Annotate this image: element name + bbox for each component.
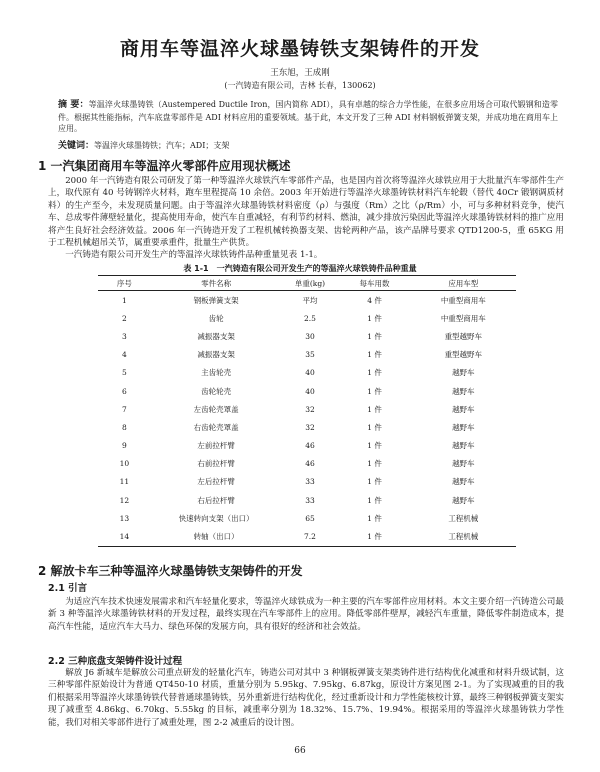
table-cell: 65 [305, 513, 315, 523]
table-cell: 7.2 [282, 527, 339, 546]
table-row [98, 418, 516, 436]
table-cell: 中重型商用车 [440, 295, 486, 305]
casting-table [98, 275, 516, 547]
abstract-label: 摘 要： [58, 100, 89, 110]
table-cell: 重型越野车 [444, 350, 483, 360]
table-cell: 1 件 [367, 477, 382, 487]
table-cell: 32 [305, 404, 315, 414]
table-cell: 33 [305, 495, 315, 505]
section-2-heading: 2 解放卡车三种等温淬火球墨铸铁支架铸件的开发 [38, 564, 303, 578]
table-cell: 3 [122, 331, 127, 341]
table-header-row [98, 276, 516, 291]
table-cell: 1 [122, 295, 127, 305]
table-cell: 46 [305, 459, 315, 469]
table-cell: 1 件 [338, 527, 410, 546]
table-cell: 快速转向支架（出口） [178, 513, 254, 523]
section-1-paragraph-2: 一汽铸造有限公司开发生产的等温淬火球铁铸件品种重量见表 1-1。 [65, 250, 323, 260]
table-row [98, 491, 516, 509]
keywords-label: 关键词： [58, 141, 95, 151]
table-cell: 5 [122, 368, 127, 378]
abstract [58, 99, 558, 135]
keywords-text: 等温淬火球墨铸铁；汽车；ADI；支架 [94, 141, 230, 150]
section-2-1-paragraph: 为适应汽车技术快速发展需求和汽车轻量化要求，等温淬火球铁成为一种主要的汽车零部件应用材料。本文主要介绍一汽铸造公司最新 3 种等温淬火球墨铸铁材料的开发过程，最终实现在汽车零部件上的应用。降低零部件壁厚，减轻汽车重量，降低零件制造成本，提高汽车性能，适应汽车大马力、绿色环保的发展方向，具有很好的经济和社会效益。 [48, 597, 564, 632]
table-cell: 转轴（出口） [151, 527, 282, 546]
table-cell: 工程机械 [448, 513, 479, 523]
table-header: 零件名称 [151, 276, 282, 291]
table-cell: 工程机械 [411, 527, 516, 546]
table-cell: 8 [122, 422, 127, 432]
table-cell: 1 件 [367, 331, 382, 341]
section-2-2-heading: 2.2 三种底盘支架铸件设计过程 [48, 656, 183, 667]
table-cell: 1 件 [367, 513, 382, 523]
affiliation: (一汽铸造有限公司，吉林 长春，130062) [224, 81, 376, 90]
table-row [98, 346, 516, 364]
table-header: 序号 [98, 276, 151, 291]
table-cell: 33 [305, 477, 315, 487]
table-cell: 30 [305, 331, 315, 341]
section-2-1-heading: 2.1 引言 [48, 583, 88, 594]
table-cell: 2 [122, 313, 127, 323]
section-1-paragraph-1: 2000 年一汽铸造有限公司研发了第一种等温淬火球铁汽车零部件产品，也是国内首次将等温淬火球铁应用于大批量汽车零部件生产上，取代原有 40 号铸钢淬火材料，跑车里程提高 10 余倍。2003 年开始进行等温淬火球墨铸铁材料汽车轮毂（替代 40Cr 锻钢调质材料）的生产至今，未发现质量问题。由于等温淬火球墨铸铁材料密度（ρ）与强度（Rm）之比（ρ/Rm）小，可与多种材料竞争，使汽车、总成零件薄壁轻量化，提高使用寿命，使汽车自重减轻，有利节约材料、燃油，减少排放污染因此等温淬火球墨铸铁材料的推广应用将产生良好社会经济效益。2006 年一汽铸造开发了工程机械转换器支架、齿轮两种产品，该产品牌号要求 QTD1200-5，重 65KG 用于工程机械超吊关节，属重要承重件，批量生产供货。 [48, 176, 564, 249]
table-cell: 右后拉杆臂 [197, 495, 235, 505]
table-cell: 32 [305, 422, 315, 432]
table-cell: 10 [119, 459, 130, 469]
section-2-2-paragraph: 解放 J6 新城车是解放公司重点研发的轻量化汽车，铸造公司对其中 3 种钢板弹簧支架类铸件进行结构优化减重和材料升级试制，这三种零部件原始设计为普通 QT450-10 材质，重量分别为 5.95kg、7.95kg、6.87kg，原设计方案见图 2-1。为了实现减重的目的我们根据采用等温淬火球墨铸铁代替普通球墨铸铁，另外重新进行结构优化，经过重新设计和力学性能核校计算，最终三种钢板弹簧支架实现了减重至 4.86kg、6.70kg、5.55kg 的目标，减重率分别为 18.32%、15.7%、19.94%。根据采用的等温淬火球墨铸铁力学性能，我们对相关零部件进行了减重处理，图 2-2 减重后的设计图。 [48, 668, 564, 728]
table-cell: 重型越野车 [444, 331, 483, 341]
table-cell: 左后拉杆臂 [197, 477, 235, 487]
table-cell: 11 [119, 477, 130, 487]
keywords [58, 138, 558, 151]
table-cell: 越野车 [452, 422, 475, 432]
table-header: 每车用数 [338, 276, 410, 291]
table-cell: 越野车 [452, 495, 475, 505]
table-cell: 1 件 [367, 441, 382, 451]
table-cell: 右齿轮壳罩盖 [193, 422, 239, 432]
table-header: 应用车型 [411, 276, 516, 291]
table-caption: 表 1-1 一汽铸造有限公司开发生产的等温淬火球铁铸件品种重量 [183, 264, 417, 273]
table-row [98, 455, 516, 473]
table-row [98, 400, 516, 418]
table-cell: 40 [305, 386, 315, 396]
table-cell: 平均 [302, 295, 318, 305]
table-cell: 左齿轮壳罩盖 [193, 404, 239, 414]
table-row [98, 309, 516, 327]
table-cell: 6 [122, 386, 127, 396]
table-row [98, 527, 516, 546]
table-cell: 1 件 [367, 350, 382, 360]
page-number: 66 [294, 746, 306, 756]
table-cell: 4 [122, 350, 127, 360]
table-row [98, 437, 516, 455]
table-cell: 越野车 [452, 368, 475, 378]
table-cell: 右前拉杆臂 [197, 459, 235, 469]
table-cell: 齿轮 [208, 313, 224, 323]
table-cell: 1 件 [367, 404, 382, 414]
table-cell: 9 [122, 441, 127, 451]
table-cell: 中重型商用车 [440, 313, 486, 323]
table-cell: 越野车 [452, 404, 475, 414]
table-cell: 越野车 [452, 477, 475, 487]
table-cell: 1 件 [367, 368, 382, 378]
table-row [98, 327, 516, 345]
table-cell: 35 [305, 350, 315, 360]
table-cell: 越野车 [452, 441, 475, 451]
table-row [98, 364, 516, 382]
table-cell: 1 件 [367, 386, 382, 396]
table-row [98, 509, 516, 527]
authors: 王东旭，王成刚 [270, 68, 330, 78]
table-row [98, 473, 516, 491]
table-header: 单重(kg) [282, 276, 339, 291]
table-cell: 14 [98, 527, 151, 546]
table-cell: 4 件 [367, 295, 382, 305]
abstract-text: 等温淬火球墨铸铁（Austempered Ductile Iron，国内简称 ADI），具有卓越的综合力学性能，在很多应用场合可取代锻钢和造零件。根据其性能指标，汽车底盘零部件是 ADI 材料应用的重要领域。基于此，本文开发了三种 ADI 材料钢板弹簧支架，并成功地在商用车上应用。 [58, 100, 558, 133]
table-cell: 40 [305, 368, 315, 378]
table-row [98, 291, 516, 310]
table-cell: 46 [305, 441, 315, 451]
table-cell: 1 件 [367, 459, 382, 469]
table-cell: 减振器支架 [197, 331, 235, 341]
paper-title: 商用车等温淬火球墨铸铁支架铸件的开发 [119, 38, 480, 60]
table-cell: 12 [119, 495, 130, 505]
table-cell: 2.5 [304, 313, 316, 323]
table-cell: 钢板弹簧支架 [193, 295, 239, 305]
table-cell: 1 件 [367, 422, 382, 432]
table-cell: 越野车 [452, 386, 475, 396]
section-1-heading: 1 一汽集团商用车等温淬火零部件应用现状概述 [38, 159, 291, 173]
table-cell: 主齿轮壳 [201, 368, 232, 378]
table-cell: 13 [119, 513, 130, 523]
table-row [98, 382, 516, 400]
table-cell: 越野车 [452, 459, 475, 469]
table-cell: 齿轮轮壳 [201, 386, 232, 396]
table-cell: 1 件 [367, 495, 382, 505]
table-cell: 左前拉杆臂 [197, 441, 235, 451]
table-cell: 1 件 [367, 313, 382, 323]
table-cell: 减振器支架 [197, 350, 235, 360]
table-cell: 7 [122, 404, 127, 414]
